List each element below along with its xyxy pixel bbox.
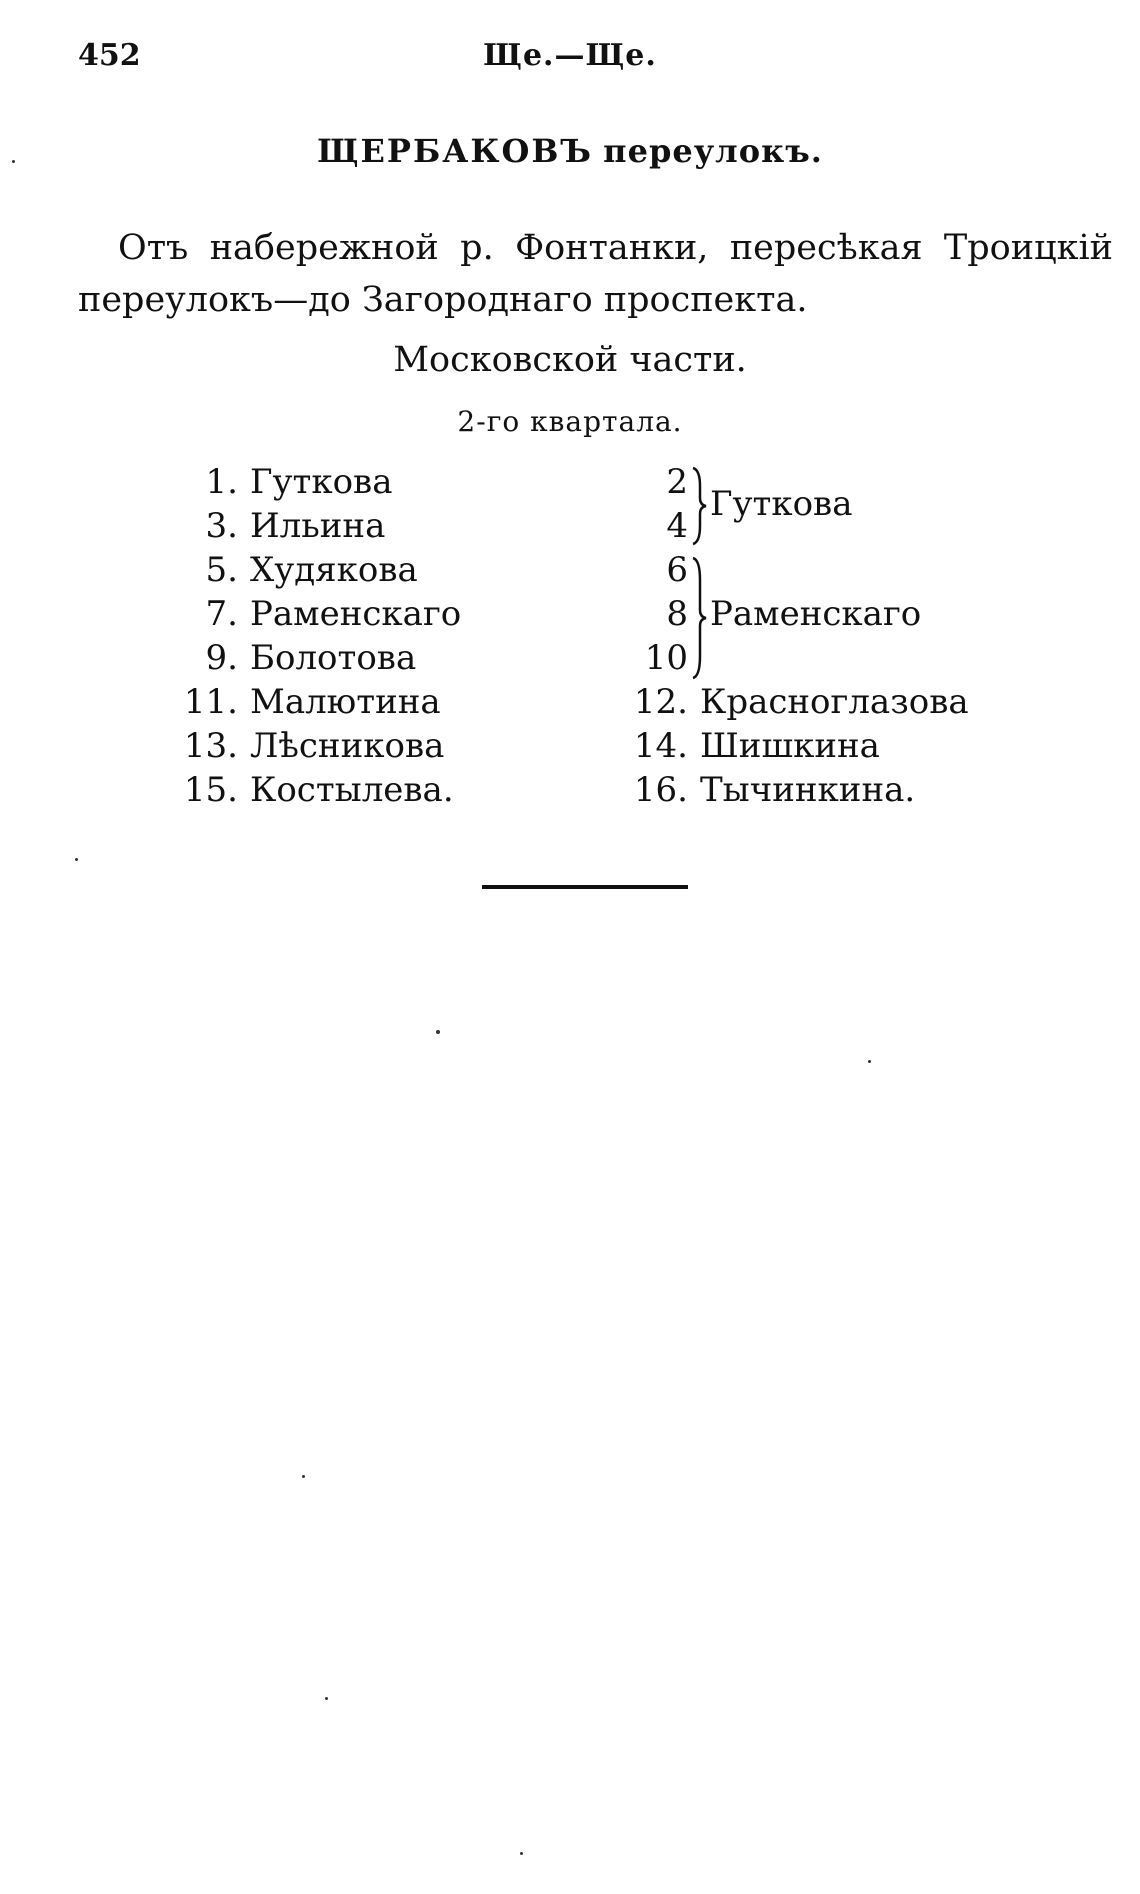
street-description: Отъ набережной р. Фонтанки, пересѣкая Троицкій переулокъ—до Загороднаго проспекта. — [78, 228, 1113, 320]
house-number: 1. — [205, 462, 238, 502]
section-divider — [482, 885, 688, 889]
house-number: 14. — [633, 726, 688, 766]
house-number: 13. — [183, 726, 238, 766]
owner-name: Раменскаго — [710, 594, 922, 634]
list-item — [170, 770, 454, 814]
owner-name: Малютина — [250, 682, 441, 722]
district-heading: Московской части. — [393, 340, 747, 380]
street-type: переулокъ. — [603, 132, 823, 170]
scan-speck — [75, 858, 78, 861]
list-item — [170, 682, 441, 726]
scan-speck — [12, 160, 15, 163]
scan-speck — [520, 1852, 523, 1855]
owner-name: Гуткова — [250, 462, 393, 502]
house-group-1 — [620, 462, 1040, 550]
list-item — [620, 682, 969, 726]
scan-speck — [302, 1475, 305, 1478]
house-number: 6 — [666, 550, 688, 590]
house-number: 3. — [205, 506, 238, 546]
house-number: 9. — [205, 638, 238, 678]
brace-icon — [690, 466, 708, 546]
scan-speck — [325, 1697, 328, 1700]
house-number: 10 — [644, 638, 688, 678]
page-header — [0, 30, 1140, 80]
owner-name: Тычинкина. — [700, 770, 916, 810]
owner-name: Костылева. — [250, 770, 454, 810]
house-number: 8 — [666, 594, 688, 634]
owner-name: Ильина — [250, 506, 386, 546]
owner-name: Гуткова — [710, 484, 853, 524]
owner-name: Худякова — [250, 550, 418, 590]
section-title — [0, 132, 1140, 170]
house-number: 15. — [183, 770, 238, 810]
house-number: 16. — [633, 770, 688, 810]
house-group-2 — [620, 550, 1040, 682]
house-number: 12. — [633, 682, 688, 722]
list-item — [170, 726, 444, 770]
house-number: 11. — [183, 682, 238, 722]
owner-name: Красноглазова — [700, 682, 969, 722]
list-item — [620, 726, 880, 770]
list-item — [170, 594, 461, 638]
house-number: 5. — [205, 550, 238, 590]
quarter-heading: 2-го квартала. — [457, 405, 683, 438]
page-number: 452 — [78, 38, 141, 73]
list-item — [170, 506, 385, 550]
house-number: 2 — [666, 462, 688, 502]
owner-name: Раменскаго — [250, 594, 462, 634]
house-number: 7. — [205, 594, 238, 634]
brace-icon — [690, 556, 708, 680]
owner-name: Шишкина — [700, 726, 880, 766]
street-name: ЩЕРБАКОВЪ — [317, 132, 593, 170]
scan-speck — [436, 1030, 440, 1034]
list-item — [170, 550, 418, 594]
list-item — [170, 462, 392, 506]
running-head: Ще.—Ще. — [483, 38, 657, 73]
house-number: 4 — [666, 506, 688, 546]
scan-speck — [868, 1060, 871, 1063]
list-item — [170, 638, 416, 682]
owner-name: Болотова — [250, 638, 417, 678]
list-item — [620, 770, 915, 814]
owner-name: Лѣсникова — [250, 726, 445, 766]
